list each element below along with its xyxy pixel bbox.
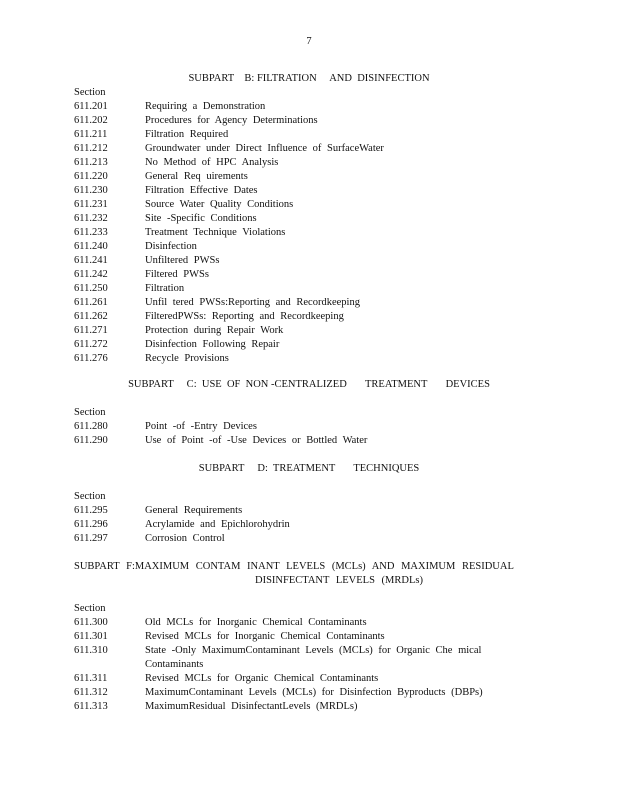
section-number: 611.300 <box>74 617 108 628</box>
toc-row <box>74 310 544 324</box>
subpart-d-heading: SUBPART D: TREATMENT TECHNIQUES <box>198 463 420 474</box>
section-title: FilteredPWSs: Reporting and Recordkeeping <box>145 311 344 322</box>
section-number: 611.312 <box>74 687 108 698</box>
section-title: Protection during Repair Work <box>145 325 284 336</box>
section-number: 611.271 <box>74 325 108 336</box>
toc-row <box>74 532 544 546</box>
section-label: Section <box>74 603 106 614</box>
section-title: MaximumResidual DisinfectantLevels (MRDLs) <box>145 701 358 712</box>
section-number: 611.310 <box>74 645 108 656</box>
toc-row <box>74 518 544 532</box>
toc-row <box>74 352 544 366</box>
toc-row <box>74 100 544 114</box>
toc-row <box>74 504 544 518</box>
section-title: Recycle Provisions <box>145 353 229 364</box>
toc-row <box>74 686 544 700</box>
section-number: 611.280 <box>74 421 108 432</box>
section-title: Unfiltered PWSs <box>145 255 220 266</box>
section-number: 611.211 <box>74 129 108 140</box>
section-number: 611.297 <box>74 533 108 544</box>
subpart-f-heading-continued: DISINFECTANT LEVELS (MRDLs) <box>255 575 423 586</box>
toc-row <box>74 700 544 714</box>
toc-row <box>74 630 544 644</box>
section-title: Disinfection <box>145 241 197 252</box>
section-title: General Requirements <box>145 505 243 516</box>
section-title: Revised MCLs for Organic Chemical Contaminants <box>145 673 379 684</box>
section-number: 611.240 <box>74 241 108 252</box>
section-number: 611.250 <box>74 283 108 294</box>
section-number: 611.212 <box>74 143 108 154</box>
section-label: Section <box>74 87 106 98</box>
section-title: Unfil tered PWSs:Reporting and Recordkeeping <box>145 297 360 308</box>
section-number: 611.262 <box>74 311 108 322</box>
section-title: MaximumContaminant Levels (MCLs) for Disinfection Byproducts (DBPs) <box>145 687 483 698</box>
section-label: Section <box>74 491 106 502</box>
section-title: Acrylamide and Epichlorohydrin <box>145 519 290 530</box>
toc-row <box>74 672 544 686</box>
section-title: Use of Point -of -Use Devices or Bottled Water <box>145 435 368 446</box>
section-number: 611.276 <box>74 353 108 364</box>
toc-row <box>74 296 544 310</box>
toc-row <box>74 198 544 212</box>
toc-row <box>74 128 544 142</box>
section-number: 611.241 <box>74 255 108 266</box>
section-number: 611.231 <box>74 199 108 210</box>
toc-row <box>74 420 544 434</box>
section-number: 611.202 <box>74 115 108 126</box>
toc-row <box>74 434 544 448</box>
section-title: Revised MCLs for Inorganic Chemical Contaminants <box>145 631 385 642</box>
subpart-d-block <box>74 462 544 546</box>
subpart-b-heading: SUBPART B: FILTRATION AND DISINFECTION <box>188 73 430 84</box>
section-number: 611.296 <box>74 519 108 530</box>
subpart-c-block <box>74 378 544 448</box>
section-number: 611.232 <box>74 213 108 224</box>
section-title: Site -Specific Conditions <box>145 213 257 224</box>
subpart-b-block <box>74 72 544 366</box>
toc-row <box>74 212 544 226</box>
toc-row <box>74 338 544 352</box>
section-number: 611.233 <box>74 227 108 238</box>
section-number: 611.230 <box>74 185 108 196</box>
section-title: Corrosion Control <box>145 533 225 544</box>
toc-row <box>74 268 544 282</box>
section-number: 611.295 <box>74 505 108 516</box>
section-title: State -Only MaximumContaminant Levels (MCLs) for Organic Che mical Contaminants <box>145 645 482 670</box>
section-title: Disinfection Following Repair <box>145 339 280 350</box>
toc-row <box>74 226 544 240</box>
section-title: Procedures for Agency Determinations <box>145 115 318 126</box>
section-label: Section <box>74 407 106 418</box>
section-title: No Method of HPC Analysis <box>145 157 279 168</box>
section-number: 611.272 <box>74 339 108 350</box>
toc-row <box>74 254 544 268</box>
toc-row <box>74 324 544 338</box>
section-title: Point -of -Entry Devices <box>145 421 257 432</box>
toc-row <box>74 240 544 254</box>
section-title: General Req uirements <box>145 171 248 182</box>
toc-row <box>74 142 544 156</box>
section-title: Groundwater under Direct Influence of SurfaceWater <box>145 143 384 154</box>
section-number: 611.213 <box>74 157 108 168</box>
section-title: Filtered PWSs <box>145 269 209 280</box>
page-number: 7 <box>306 36 312 47</box>
subpart-f-block <box>74 560 544 714</box>
section-number: 611.311 <box>74 673 108 684</box>
toc-row <box>74 644 544 672</box>
subpart-f-heading: SUBPART F:MAXIMUM CONTAM INANT LEVELS (MCLs) AND MAXIMUM RESIDUAL <box>74 561 514 572</box>
section-title: Filtration Effective Dates <box>145 185 258 196</box>
section-number: 611.201 <box>74 101 108 112</box>
section-title: Old MCLs for Inorganic Chemical Contaminants <box>145 617 367 628</box>
section-number: 611.261 <box>74 297 108 308</box>
section-title: Requiring a Demonstration <box>145 101 266 112</box>
toc-row <box>74 184 544 198</box>
toc-row <box>74 156 544 170</box>
section-number: 611.290 <box>74 435 108 446</box>
toc-row <box>74 114 544 128</box>
section-title: Treatment Technique Violations <box>145 227 286 238</box>
toc-row <box>74 170 544 184</box>
section-title: Filtration <box>145 283 185 294</box>
section-number: 611.301 <box>74 631 108 642</box>
toc-row <box>74 282 544 296</box>
toc-row <box>74 616 544 630</box>
section-number: 611.220 <box>74 171 108 182</box>
section-title: Filtration Required <box>145 129 229 140</box>
section-number: 611.242 <box>74 269 108 280</box>
section-title: Source Water Quality Conditions <box>145 199 294 210</box>
subpart-c-heading: SUBPART C: USE OF NON -CENTRALIZED TREATMENT DEVICES <box>128 379 490 390</box>
section-number: 611.313 <box>74 701 108 712</box>
